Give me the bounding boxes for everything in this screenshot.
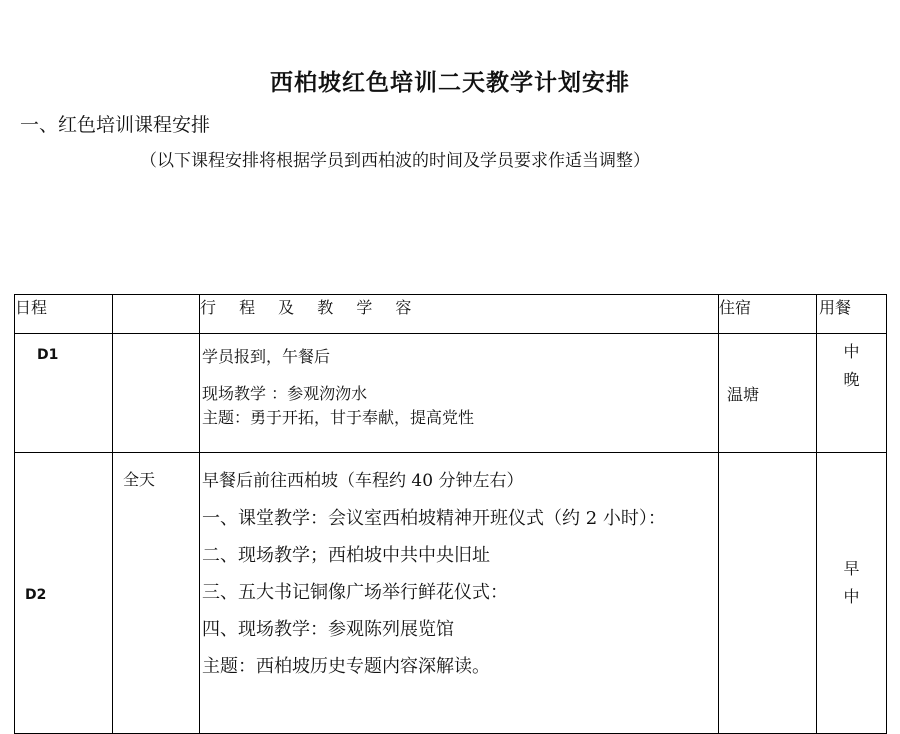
content-line: 一、课堂教学：会议室西柏坡精神开班仪式（约 2 小时）： [202,508,666,529]
meal-cell [817,334,887,453]
content-cell [200,453,719,734]
meal-item: 晚 [843,370,860,389]
content-line: 主题：西柏坡历史专题内容深解读。 [202,656,490,677]
content-line: 早餐后前往西柏坡（车程约 40 分钟左右） [202,471,524,491]
day-cell: D1 [15,334,113,453]
stay-cell [719,453,817,734]
time-cell [113,334,200,453]
content-line: 主题：勇于开拓，甘于奉献，提高党性 [202,408,475,427]
header-content: 行 程 及 教 学 容 [200,295,719,334]
meal-item: 早 [843,559,860,578]
content-line: 二、现场教学；西柏坡中共中央旧址 [202,545,490,566]
content-line: 学员报到，午餐后 [202,347,331,366]
schedule-table [14,294,887,734]
meal-item: 中 [843,342,860,361]
meal-cell [817,453,887,734]
header-meal: 用餐 [817,295,887,334]
content-cell [200,334,719,453]
time-cell: 全天 [113,453,200,734]
table-row [15,334,887,453]
meal-item: 中 [843,587,860,606]
header-stay: 住宿 [719,295,817,334]
stay-cell: 温塘 [719,334,817,453]
content-line: 三、五大书记铜像广场举行鲜花仪式： [202,582,508,603]
schedule-note: （以下课程安排将根据学员到西柏波的时间及学员要求作适当调整） [140,151,650,171]
content-line: 现场教学 ：参观沕沕水 [202,384,368,403]
table-row [15,453,887,734]
section-heading: 一、红色培训课程安排 [20,114,211,136]
header-day: 日程 [15,295,113,334]
header-time [113,295,200,334]
table-header-row [15,295,887,334]
day-cell: D2 [15,453,113,734]
content-line: 四、现场教学：参观陈列展览馆 [202,619,454,640]
document-title: 西柏坡红色培训二天教学计划安排 [270,69,630,96]
